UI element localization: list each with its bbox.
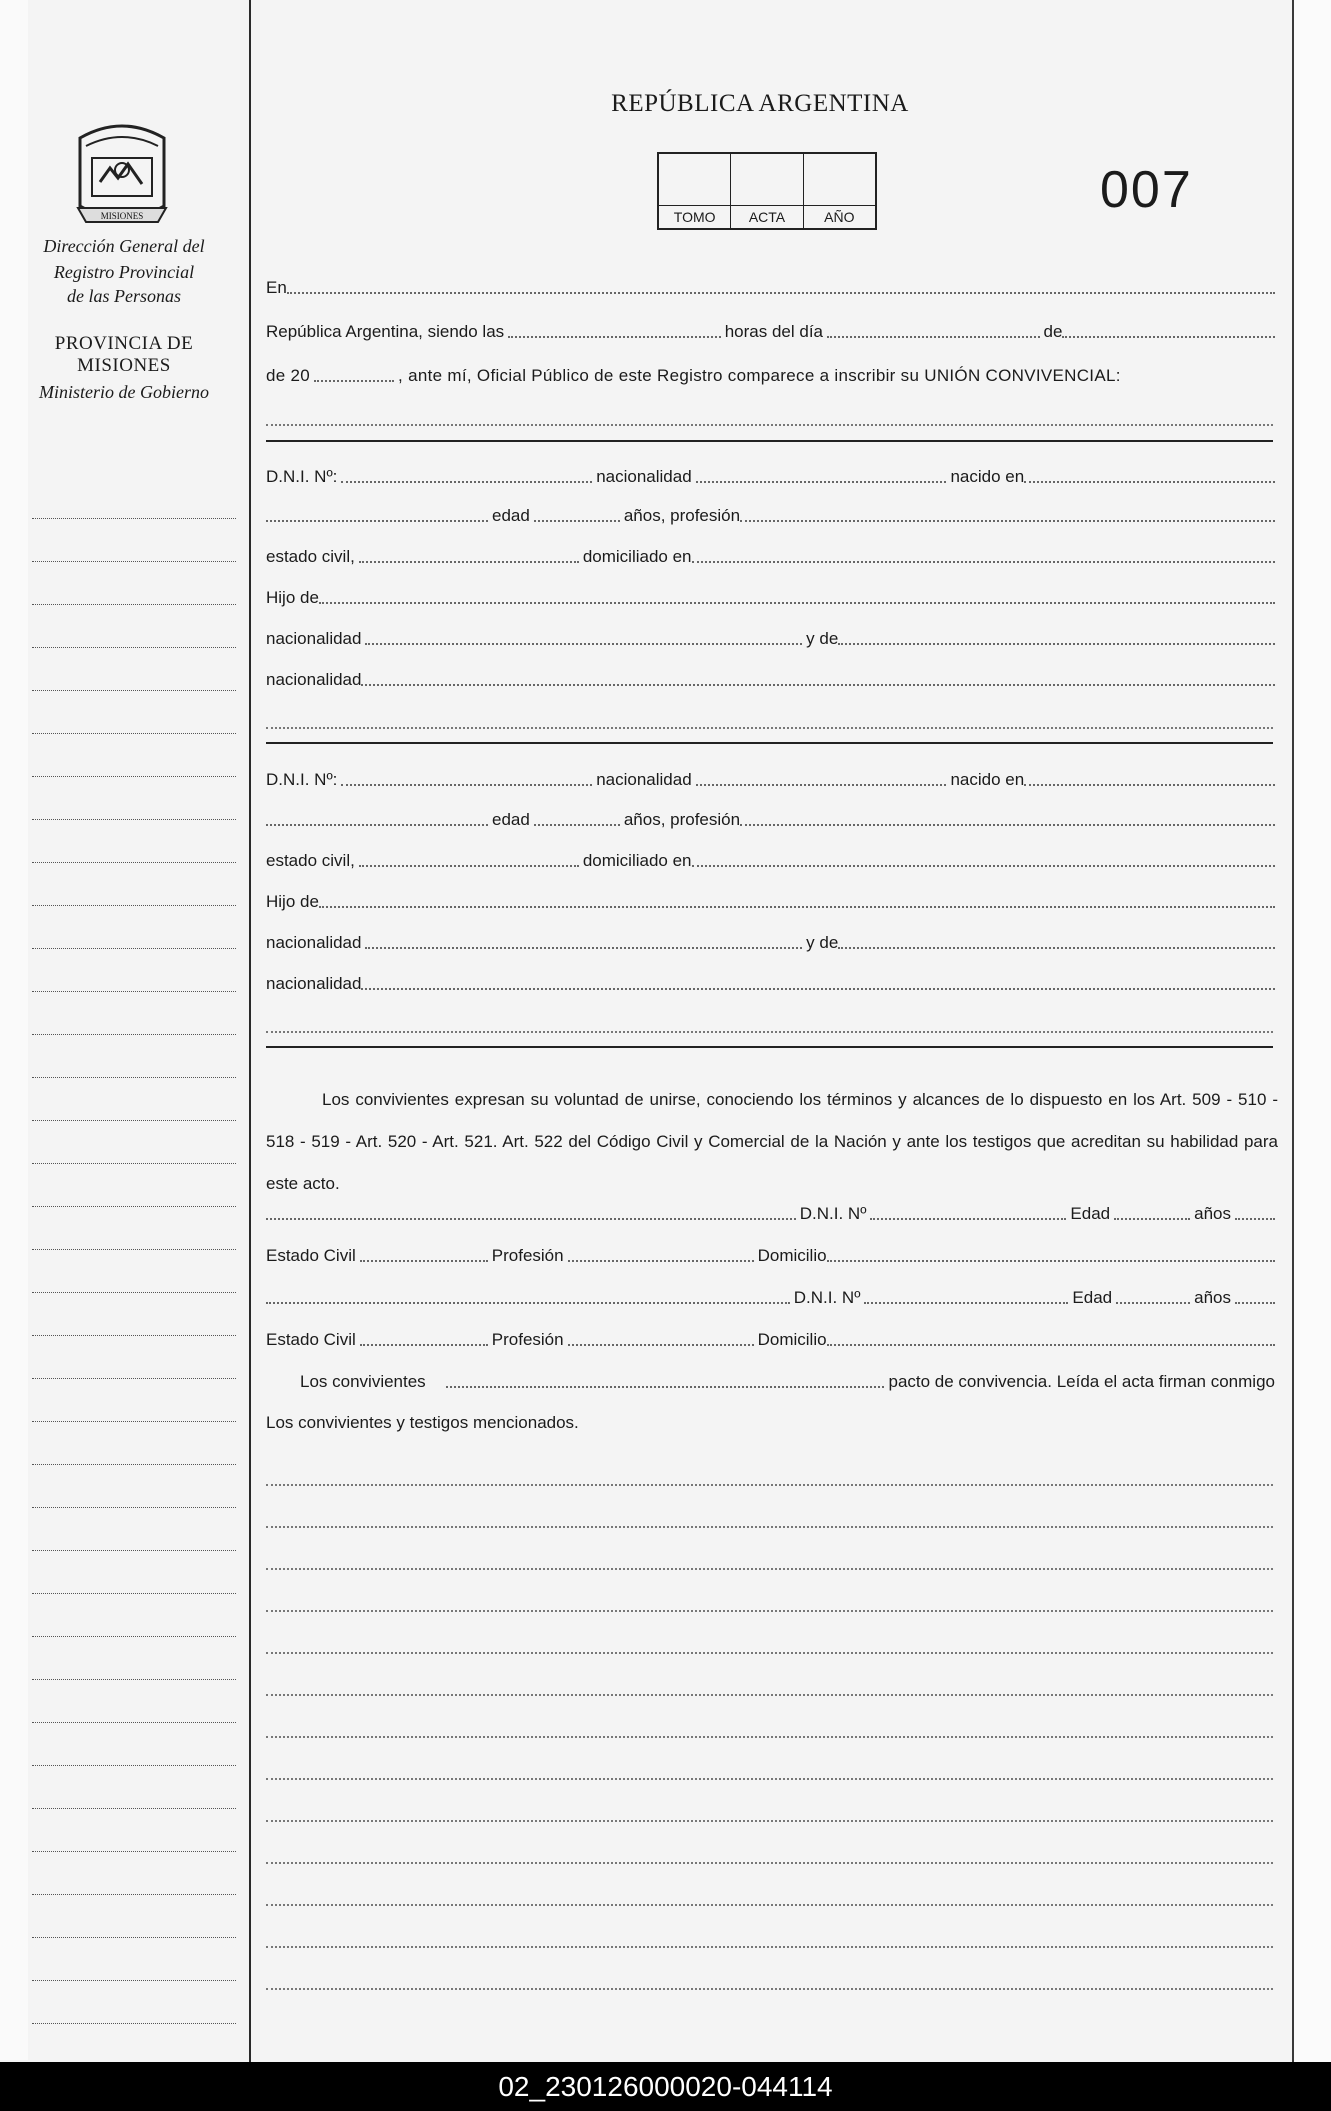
p1-edad-label: edad: [492, 506, 530, 525]
p1-nacionalidad-field: [696, 481, 947, 483]
p2-line-6: [266, 974, 1275, 994]
closing-convivientes-label: Los convivientes: [300, 1372, 426, 1391]
closing-pact-field: [446, 1386, 885, 1388]
p1-nac-madre-field: [361, 684, 1275, 686]
right-margin: [1294, 0, 1331, 2062]
witness2-anos-label: años: [1194, 1288, 1231, 1307]
section-rule-1: [266, 440, 1273, 442]
witness2-profesion-field: [568, 1344, 754, 1346]
witness2-domicilio-label: Domicilio: [757, 1330, 827, 1349]
witness1-edad-label: Edad: [1070, 1204, 1111, 1223]
p1-line-5: [266, 629, 1275, 649]
en-field: [287, 292, 1275, 294]
p2-estado-field: [359, 865, 579, 867]
p2-line-2: [266, 810, 1275, 830]
year-prefix-label: de 20: [266, 366, 311, 385]
notes-line: [266, 1484, 1273, 1486]
p2-madre-field: [838, 947, 1275, 949]
p1-line-4: [266, 588, 1275, 608]
witness2-edad-field: [1116, 1302, 1190, 1304]
p2-nacionalidad-field: [696, 784, 947, 786]
p1-nac-padre-label: nacionalidad: [266, 629, 362, 648]
horas-del-dia-label: horas del día: [724, 322, 823, 341]
notes-line: [266, 1946, 1273, 1948]
p1-edad-field: [534, 520, 620, 522]
tomo-acta-ano-boxes: [657, 152, 877, 230]
notes-line: [266, 1736, 1273, 1738]
witness2-name-field: [266, 1302, 790, 1304]
witness1-profesion-label: Profesión: [491, 1246, 564, 1265]
p1-line-2: [266, 506, 1275, 526]
p1-blank-line: [266, 727, 1273, 729]
witness2-estado-label: Estado Civil: [266, 1330, 356, 1349]
p2-line-1: [266, 770, 1275, 790]
registry-name-line-1: Dirección General del: [43, 236, 205, 256]
p2-line-4: [266, 892, 1275, 912]
p2-nac-padre-label: nacionalidad: [266, 933, 362, 952]
p1-line-1: [266, 467, 1275, 487]
intro-line-3: [266, 366, 1275, 386]
closing-line-2: [266, 1413, 1275, 1433]
p1-domiciliado-label: domiciliado en: [582, 547, 692, 566]
witness2-edad-label: Edad: [1072, 1288, 1113, 1307]
witness1-estado-label: Estado Civil: [266, 1246, 356, 1265]
closing-pact-text: pacto de convivencia. Leída el acta firman conmigo: [888, 1372, 1275, 1391]
svg-text:MISIONES: MISIONES: [100, 211, 144, 221]
closing-line-1: [266, 1372, 1275, 1392]
witness2-dni-field: [864, 1302, 1068, 1304]
tomo-box: [659, 154, 731, 228]
p2-nac-madre-label: nacionalidad: [266, 974, 362, 993]
p2-profesion-label: años, profesión: [623, 810, 741, 829]
p1-nac-padre-field: [365, 643, 802, 645]
act-number: 007: [1100, 161, 1193, 219]
witness2-line-2: [266, 1330, 1275, 1350]
witness1-domicilio-field: [827, 1260, 1275, 1262]
intro-line-2: [266, 322, 1275, 342]
witness1-name-field: [266, 1218, 796, 1220]
p2-nac-padre-field: [365, 947, 802, 949]
declaration-paragraph: Los convivientes expresan su voluntad de unirse, conociendo los términos y alcances de lo dispuesto en los Art. 509 - 510 - 518 - 519 - Art. 520 - Art. 521. Art. 522 del Código Civil y Comercial de la Nación y ante los testigos que acreditan su habilidad para este acto.: [266, 1090, 1278, 1193]
ano-label: AÑO: [804, 205, 875, 228]
p1-birthplace-field: [266, 520, 488, 522]
p1-estado-field: [359, 561, 579, 563]
p2-profesion-field: [740, 824, 1275, 826]
witness2-domicilio-field: [827, 1344, 1275, 1346]
p2-hijo-label: Hijo de: [266, 892, 319, 911]
province-seal-emblem: [70, 118, 174, 228]
p1-estado-label: estado civil,: [266, 547, 355, 566]
p2-nac-madre-field: [361, 988, 1275, 990]
intro-blank-line: [266, 424, 1273, 426]
hours-field: [508, 336, 721, 338]
day-field: [827, 336, 1040, 338]
acta-label: ACTA: [731, 205, 802, 228]
appear-statement: , ante mí, Oficial Público de este Registro comparece a inscribir su UNIÓN CONVIVENCIAL:: [398, 366, 1121, 385]
p2-dni-label: D.N.I. Nº:: [266, 770, 338, 789]
witness1-edad-field: [1114, 1218, 1190, 1220]
witness2-estado-field: [360, 1344, 488, 1346]
month-field: [1062, 336, 1275, 338]
closing-signatures-text: Los convivientes y testigos mencionados.: [266, 1413, 579, 1432]
province-line-1: PROVINCIA DE: [54, 333, 194, 354]
year-field: [314, 380, 394, 382]
p2-nacido-field: [1024, 784, 1275, 786]
witness1-domicilio-label: Domicilio: [757, 1246, 827, 1265]
notes-line: [266, 1988, 1273, 1990]
p2-edad-field: [534, 824, 620, 826]
witness2-anos-trail: [1235, 1302, 1275, 1304]
p1-line-3: [266, 547, 1275, 567]
p1-line-6: [266, 670, 1275, 690]
witness1-line-1: [266, 1204, 1275, 1224]
p2-nacionalidad-label: nacionalidad: [596, 770, 692, 789]
notes-line: [266, 1904, 1273, 1906]
p2-yde-label: y de: [806, 933, 839, 952]
witness1-dni-field: [870, 1218, 1066, 1220]
p1-nacionalidad-label: nacionalidad: [596, 467, 692, 486]
p1-hijo-label: Hijo de: [266, 588, 319, 607]
sidebar-divider: [249, 0, 251, 2062]
en-label: En: [266, 278, 287, 297]
notes-line: [266, 1778, 1273, 1780]
p1-nacido-field: [1024, 481, 1275, 483]
tomo-label: TOMO: [659, 205, 730, 228]
witness1-anos-label: años: [1194, 1204, 1231, 1223]
p1-profesion-label: años, profesión: [623, 506, 741, 525]
notes-line: [266, 1820, 1273, 1822]
p1-madre-field: [838, 643, 1275, 645]
section-rule-2: [266, 742, 1273, 744]
notes-line: [266, 1568, 1273, 1570]
witness1-dni-label: D.N.I. Nº: [799, 1204, 867, 1223]
p1-nac-madre-label: nacionalidad: [266, 670, 362, 689]
scan-id-footer: 02_230126000020-044114: [0, 2062, 1331, 2111]
province-line-2: MISIONES: [77, 355, 171, 376]
p2-domicilio-field: [692, 865, 1275, 867]
de-label: de: [1043, 322, 1063, 341]
registry-name-line-2: Registro Provincial: [53, 262, 195, 282]
witness2-dni-label: D.N.I. Nº: [793, 1288, 861, 1307]
witness1-profesion-field: [568, 1260, 754, 1262]
intro-line-1: [266, 278, 1275, 298]
p2-hijo-field: [319, 906, 1275, 908]
ano-box: [804, 154, 875, 228]
page-title: REPÚBLICA ARGENTINA: [611, 90, 909, 117]
section-rule-3: [266, 1046, 1273, 1048]
p2-nacido-label: nacido en: [950, 770, 1025, 789]
p2-blank-line: [266, 1031, 1273, 1033]
acta-box: [731, 154, 803, 228]
p2-estado-label: estado civil,: [266, 851, 355, 870]
p1-domicilio-field: [692, 561, 1275, 563]
p2-line-5: [266, 933, 1275, 953]
notes-line: [266, 1526, 1273, 1528]
p1-dni-field: [341, 481, 592, 483]
p1-profesion-field: [740, 520, 1275, 522]
p1-dni-label: D.N.I. Nº:: [266, 467, 338, 486]
page-left-edge: [0, 0, 28, 2060]
notes-line: [266, 1652, 1273, 1654]
sidebar-note-lines: [32, 476, 236, 2024]
registry-name-line-3: de las Personas: [67, 286, 181, 306]
witness2-line-1: [266, 1288, 1275, 1308]
p2-line-3: [266, 851, 1275, 871]
notes-line: [266, 1694, 1273, 1696]
siendo-las-label: República Argentina, siendo las: [266, 322, 505, 341]
witness1-line-2: [266, 1246, 1275, 1266]
witness1-estado-field: [360, 1260, 488, 1262]
p1-nacido-label: nacido en: [950, 467, 1025, 486]
witness1-anos-trail: [1235, 1218, 1275, 1220]
p2-domiciliado-label: domiciliado en: [582, 851, 692, 870]
p1-yde-label: y de: [806, 629, 839, 648]
ministry-name: Ministerio de Gobierno: [39, 382, 209, 402]
p2-edad-label: edad: [492, 810, 530, 829]
p2-birthplace-field: [266, 824, 488, 826]
notes-line: [266, 1862, 1273, 1864]
witness2-profesion-label: Profesión: [491, 1330, 564, 1349]
p1-hijo-field: [319, 602, 1275, 604]
notes-line: [266, 1610, 1273, 1612]
p2-dni-field: [341, 784, 592, 786]
